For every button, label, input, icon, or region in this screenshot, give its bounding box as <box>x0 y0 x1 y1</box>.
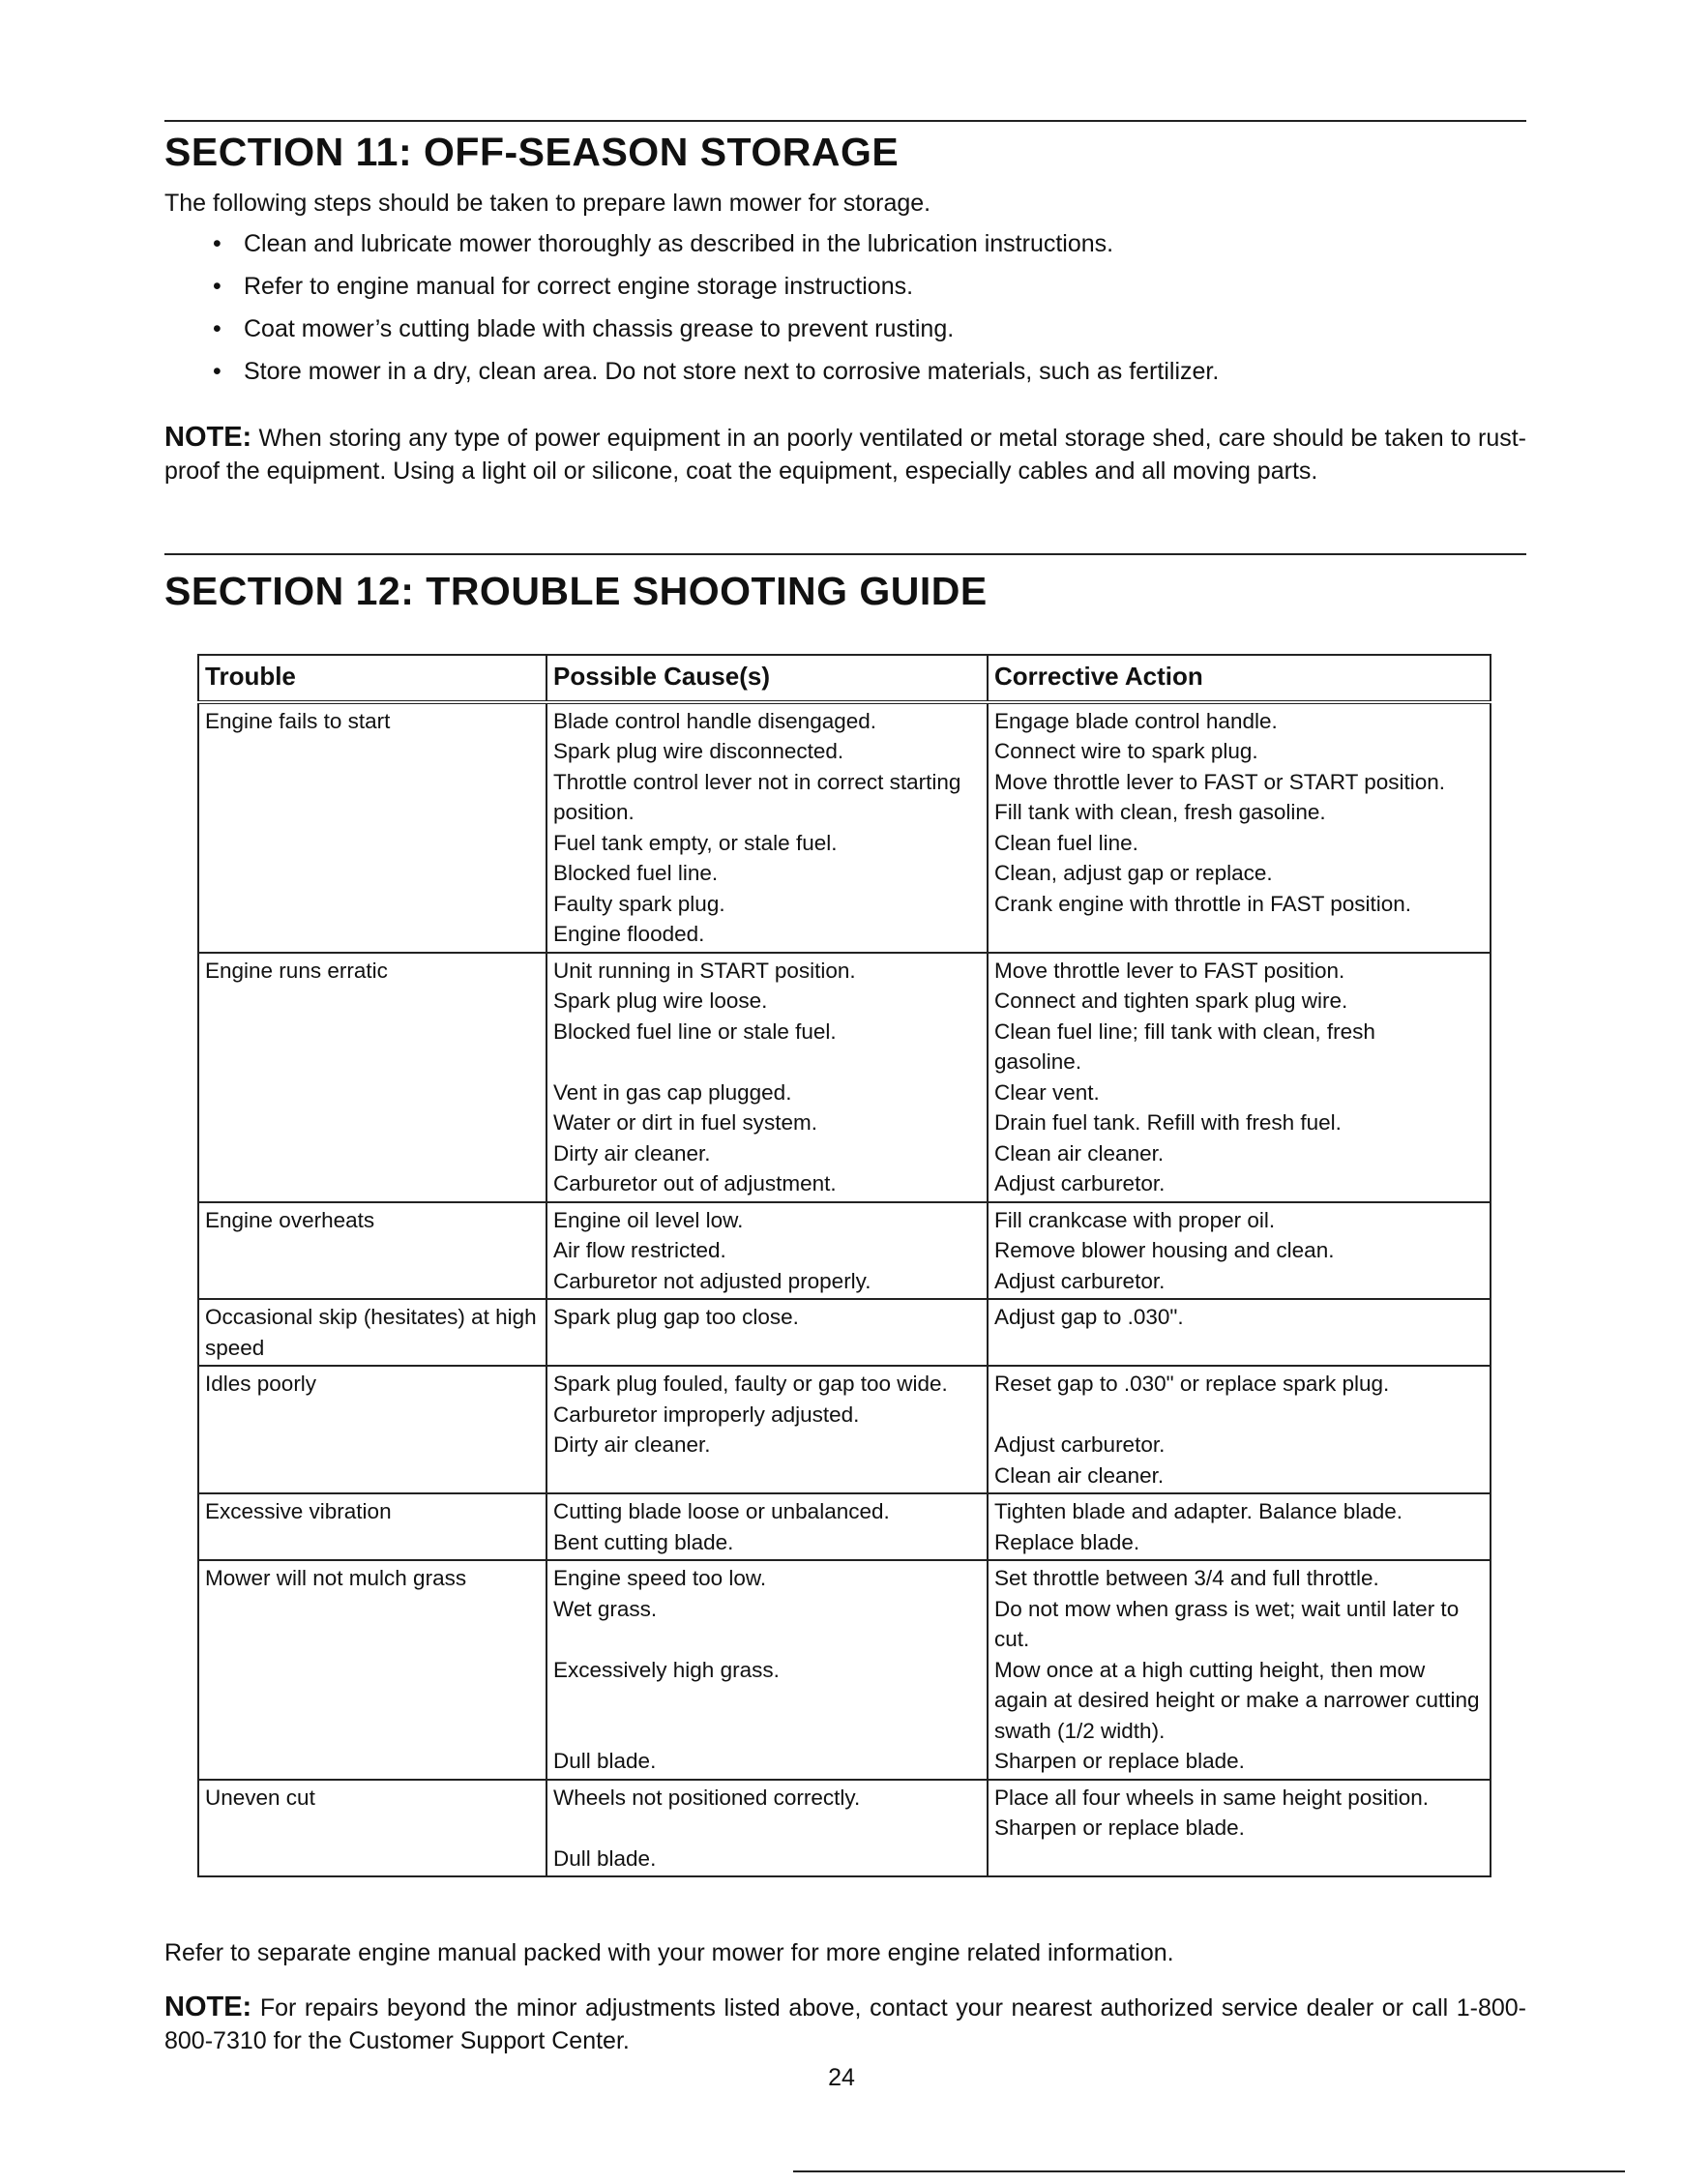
action-line: Reset gap to .030" or replace spark plug. <box>994 1372 1390 1396</box>
cause-line: Air flow restricted. <box>553 1238 726 1262</box>
cause-line: Wet grass. <box>553 1596 658 1621</box>
table-row <box>198 1202 1491 1300</box>
cause-cell <box>546 1202 988 1300</box>
cause-line: Fuel tank empty, or stale fuel. <box>553 830 838 855</box>
cause-line: Unit running in START position. <box>553 958 856 983</box>
action-line: Crank engine with throttle in FAST position. <box>994 891 1412 916</box>
cause-line: Spark plug fouled, faulty or gap too wide. <box>553 1372 948 1396</box>
cause-cell <box>546 1299 988 1366</box>
action-line: Adjust carburetor. <box>994 1432 1166 1457</box>
cause-cell <box>546 1366 988 1493</box>
section-rule <box>164 553 1526 555</box>
action-line: Fill crankcase with proper oil. <box>994 1207 1276 1232</box>
trouble-cell: Engine runs erratic <box>198 953 546 1202</box>
table-row <box>198 1560 1491 1780</box>
cause-line <box>553 1716 981 1747</box>
engine-manual-reference: Refer to separate engine manual packed with your mower for more engine related information. <box>164 1939 1174 1966</box>
action-line: Move throttle lever to FAST position. <box>994 958 1345 983</box>
table-row <box>198 953 1491 1202</box>
storage-intro: The following steps should be taken to prepare lawn mower for storage. <box>164 190 931 217</box>
action-line: Clean fuel line; fill tank with clean, fresh <box>994 1018 1375 1044</box>
trouble-cell: Engine overheats <box>198 1202 546 1300</box>
action-cell <box>988 1202 1491 1300</box>
storage-note <box>164 421 1526 487</box>
action-line: Tighten blade and adapter. Balance blade. <box>994 1499 1402 1523</box>
cause-line: Carburetor improperly adjusted. <box>553 1402 860 1427</box>
action-line <box>994 1400 1484 1431</box>
cause-line: Throttle control lever not in correct starting position. <box>553 769 961 824</box>
action-line: Adjust carburetor. <box>994 1268 1166 1293</box>
action-line: Set throttle between 3/4 and full throttle. <box>994 1566 1379 1590</box>
cause-line: Faulty spark plug. <box>553 891 725 916</box>
action-line: Sharpen or replace blade. <box>994 1749 1245 1773</box>
section-12-title: SECTION 12: TROUBLE SHOOTING GUIDE <box>164 569 988 613</box>
trouble-cell: Idles poorly <box>198 1366 546 1493</box>
top-rule <box>164 120 1526 122</box>
storage-step: • Coat mower’s cutting blade with chassis grease to prevent rusting. <box>213 308 1499 350</box>
table-row <box>198 702 1491 953</box>
section-11-title: SECTION 11: OFF-SEASON STORAGE <box>164 130 900 174</box>
action-line: Clean air cleaner. <box>994 1462 1165 1488</box>
cause-line: Dirty air cleaner. <box>553 1432 711 1457</box>
cause-line: Spark plug wire disconnected. <box>553 739 844 763</box>
table-row <box>198 1493 1491 1560</box>
trouble-shooting-table <box>197 654 1491 1877</box>
cause-cell <box>546 1493 988 1560</box>
action-line: Adjust gap to .030". <box>994 1305 1184 1329</box>
action-line: Remove blower housing and clean. <box>994 1238 1335 1262</box>
cause-line: Dull blade. <box>553 1845 657 1871</box>
cause-line <box>553 1813 981 1844</box>
storage-step: • Store mower in a dry, clean area. Do not store next to corrosive materials, such as fertilizer. <box>213 350 1499 393</box>
cause-line <box>553 1047 981 1077</box>
trouble-cell: Mower will not mulch grass <box>198 1560 546 1780</box>
cause-line: Blade control handle disengaged. <box>553 708 877 733</box>
action-cell <box>988 1299 1491 1366</box>
action-cell <box>988 1780 1491 1877</box>
action-line: Do not mow when grass is wet; wait until later to cut. <box>994 1596 1460 1651</box>
footer-rule <box>793 2170 1625 2172</box>
cause-line: Excessively high grass. <box>553 1657 780 1682</box>
cause-line: Blocked fuel line or stale fuel. <box>553 1018 837 1044</box>
table-row <box>198 1299 1491 1366</box>
cause-line: Spark plug gap too close. <box>553 1305 799 1329</box>
action-line: Connect and tighten spark plug wire. <box>994 989 1348 1013</box>
column-header-trouble: Trouble <box>198 655 546 702</box>
storage-step: • Clean and lubricate mower thoroughly as described in the lubrication instructions. <box>213 222 1499 265</box>
cause-line: Vent in gas cap plugged. <box>553 1079 792 1105</box>
action-line: Clear vent. <box>994 1079 1100 1105</box>
action-line: Adjust carburetor. <box>994 1171 1166 1195</box>
action-line: Place all four wheels in same height position. <box>994 1785 1430 1810</box>
cause-line: Wheels not positioned correctly. <box>553 1785 861 1810</box>
action-cell <box>988 1493 1491 1560</box>
trouble-cell: Excessive vibration <box>198 1493 546 1560</box>
action-line: Connect wire to spark plug. <box>994 739 1258 763</box>
action-line: Clean fuel line. <box>994 830 1138 855</box>
note-label: NOTE: <box>164 422 252 453</box>
cause-line: Dull blade. <box>553 1749 657 1773</box>
action-line: Drain fuel tank. Refill with fresh fuel. <box>994 1110 1342 1135</box>
trouble-cell: Engine fails to start <box>198 702 546 953</box>
action-line: Clean, adjust gap or replace. <box>994 861 1273 885</box>
cause-line <box>553 1685 981 1716</box>
action-line: Clean air cleaner. <box>994 1140 1165 1166</box>
note-text: For repairs beyond the minor adjustments listed above, contact your nearest authorized service dealer or call 1-800-800-7310 for the Customer Support Center. <box>164 1994 1526 2054</box>
cause-line: Dirty air cleaner. <box>553 1140 711 1166</box>
cause-line: Carburetor out of adjustment. <box>553 1171 837 1195</box>
action-line: Replace blade. <box>994 1529 1140 1554</box>
action-line: Sharpen or replace blade. <box>994 1815 1245 1840</box>
action-line: Mow once at a high cutting height, then mow again at desired height or make a narrower cutting swath (1/2 width). <box>994 1657 1480 1743</box>
table-row <box>198 1780 1491 1877</box>
storage-steps-list <box>213 222 1499 393</box>
cause-line: Bent cutting blade. <box>553 1529 734 1554</box>
page-number: 24 <box>828 2064 855 2091</box>
cause-line: Engine oil level low. <box>553 1207 744 1232</box>
cause-cell <box>546 1780 988 1877</box>
action-cell <box>988 1366 1491 1493</box>
cause-line: Engine flooded. <box>553 922 705 946</box>
cause-line: Blocked fuel line. <box>553 861 719 885</box>
table-header-row <box>198 655 1491 702</box>
trouble-cell: Uneven cut <box>198 1780 546 1877</box>
action-cell <box>988 1560 1491 1780</box>
cause-line: Engine speed too low. <box>553 1566 767 1590</box>
table-row <box>198 1366 1491 1493</box>
action-line: gasoline. <box>994 1049 1082 1074</box>
column-header-action: Corrective Action <box>988 655 1491 702</box>
cause-line: Water or dirt in fuel system. <box>553 1110 817 1135</box>
storage-step: • Refer to engine manual for correct engine storage instructions. <box>213 265 1499 308</box>
cause-cell <box>546 953 988 1202</box>
action-cell <box>988 702 1491 953</box>
cause-line: Cutting blade loose or unbalanced. <box>553 1499 890 1523</box>
note-text: When storing any type of power equipment in an poorly ventilated or metal storage shed, care should be taken to rust-proof the equipment. Using a light oil or silicone, coat the equipment, especially cables and all moving parts. <box>164 425 1526 485</box>
column-header-causes: Possible Cause(s) <box>546 655 988 702</box>
cause-line: Spark plug wire loose. <box>553 989 768 1013</box>
note-label: NOTE: <box>164 1992 252 2022</box>
cause-cell <box>546 1560 988 1780</box>
cause-line: Carburetor not adjusted properly. <box>553 1268 871 1293</box>
cause-line <box>553 1624 981 1655</box>
action-line: Fill tank with clean, fresh gasoline. <box>994 800 1326 824</box>
cause-cell <box>546 702 988 953</box>
table-body <box>198 702 1491 1877</box>
action-line: Engage blade control handle. <box>994 708 1278 733</box>
action-line: Move throttle lever to FAST or START position. <box>994 769 1446 794</box>
action-cell <box>988 953 1491 1202</box>
service-note <box>164 1991 1526 2057</box>
trouble-cell: Occasional skip (hesitates) at high speed <box>198 1299 546 1366</box>
